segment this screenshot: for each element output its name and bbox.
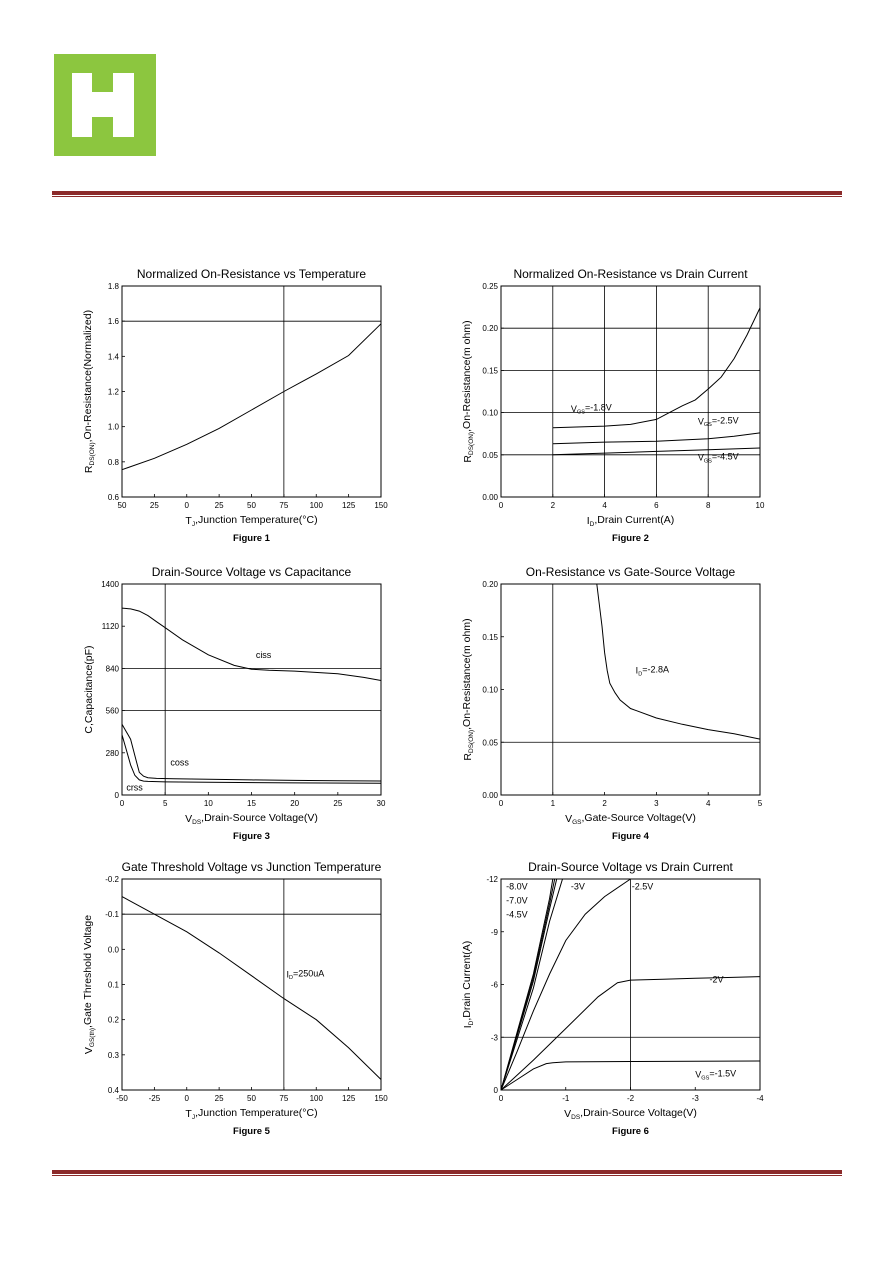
y-tick-label: 0.00 [482,493,498,502]
series-line-1 [122,324,381,470]
y-tick-label: -9 [490,927,498,937]
series-annotation: -8.0V [506,881,528,892]
y-tick-label: 1.8 [107,282,119,291]
x-tick-label: 50 [247,501,256,510]
series-annotation: crss [126,782,143,793]
series-annotation: -2V [709,974,724,985]
y-tick-label: 0.20 [482,324,498,334]
figure-caption: Figure 5 [233,1126,270,1137]
series-annotation: ciss [255,649,272,660]
x-tick-label: 0 [498,501,504,510]
y-tick-label: 0.05 [482,738,498,748]
x-axis-label: VDS,Drain-Source Voltage(V) [185,811,318,826]
series-annotation: VGS=-2.5V [697,415,739,429]
series-annotation: ID=-2.8A [635,664,670,678]
plot-frame [122,879,381,1090]
x-tick-label: 10 [203,799,213,808]
y-tick-label: 560 [105,706,119,716]
chart-title: Normalized On-Resistance vs Drain Current [513,267,748,281]
x-tick-label: 3 [654,799,659,808]
series-annotation: VGS=-1.8V [570,402,612,416]
x-tick-label: 75 [279,501,289,510]
x-tick-label: 1 [550,799,556,808]
x-tick-label: -25 [148,1094,161,1103]
x-tick-label: 0 [184,501,189,510]
y-tick-label: 0.6 [107,493,119,502]
x-tick-label: 5 [757,799,763,808]
series-annotation: -3V [570,881,585,892]
y-tick-label: 0.0 [107,945,119,955]
chart-title: Normalized On-Resistance vs Temperature [136,267,367,281]
x-tick-label: 0 [119,799,125,808]
chart-title: Gate Threshold Voltage vs Junction Temperature [121,860,382,874]
x-tick-label: 25 [149,501,159,510]
series-line-3 [122,735,381,784]
y-axis-label: RDS(ON),On-Resistance(Normalized) [81,309,96,474]
y-tick-label: 0.15 [482,366,498,376]
x-axis-label: VDS,Drain-Source Voltage(V) [564,1106,697,1121]
series-line-2 [122,724,381,781]
x-tick-label: 2 [602,799,607,808]
y-tick-label: -6 [490,980,498,990]
x-tick-label: 100 [309,501,323,510]
chart-title: On-Resistance vs Gate-Source Voltage [525,565,736,579]
plot-frame [501,584,760,795]
x-tick-label: 50 [247,1094,256,1103]
x-tick-label: 75 [279,1094,289,1103]
y-tick-label: 0.8 [107,457,119,467]
x-tick-label: -4 [756,1094,764,1103]
x-tick-label: 5 [162,799,168,808]
chart-figure-4 [461,565,763,842]
x-tick-label: -1 [562,1094,570,1103]
chart-figure-6 [461,860,764,1137]
y-tick-label: 0.05 [482,450,498,460]
y-tick-label: 0.1 [107,980,119,990]
x-tick-label: 0 [184,1094,189,1103]
series-line-1 [597,584,760,739]
chart-title: Drain-Source Voltage vs Drain Current [528,860,733,874]
x-axis-label: TJ,Junction Temperature(°C) [185,1106,318,1121]
figure-caption: Figure 6 [612,1126,649,1137]
x-tick-label: 6 [654,501,659,510]
y-tick-label: 0 [493,1086,498,1095]
x-tick-label: 8 [705,501,711,510]
y-tick-label: 0.15 [482,632,498,642]
chart-figure-3 [83,565,386,842]
plot-frame [122,584,381,795]
y-tick-label: 0.10 [482,685,498,695]
series-annotation: VGS=-4.5V [697,451,739,465]
figure-caption: Figure 2 [612,533,649,544]
chart-figure-2 [461,267,765,544]
x-tick-label: 150 [374,1094,388,1103]
y-axis-label: RDS(ON),On-Resistance(m ohm) [460,618,475,761]
x-tick-label: 2 [550,501,556,510]
x-tick-label: 0 [498,1094,504,1103]
series-annotation: VGS=-1.5V [695,1068,737,1082]
x-tick-label: 25 [333,799,343,808]
x-tick-label: 125 [341,501,356,510]
y-tick-label: -0.1 [105,910,119,920]
x-tick-label: 15 [247,799,256,808]
series-annotation: coss [170,757,189,768]
x-tick-label: -2 [626,1094,635,1103]
figure-caption: Figure 3 [233,831,270,842]
y-tick-label: 0.20 [482,580,498,589]
y-tick-label: 1400 [101,580,119,589]
chart-figure-5 [82,860,388,1137]
y-tick-label: 1.0 [107,422,119,432]
y-tick-label: -3 [490,1033,498,1043]
y-tick-label: 1120 [101,622,119,632]
figure-caption: Figure 4 [612,831,649,842]
x-axis-label: VGS,Gate-Source Voltage(V) [565,811,696,826]
y-tick-label: 0.3 [107,1050,119,1060]
series-annotation: ID=250uA [286,968,325,982]
series-annotation: -2.5V [631,881,654,892]
y-tick-label: 0.2 [107,1015,119,1025]
series-line-1 [122,608,381,680]
x-axis-label: TJ,Junction Temperature(°C) [185,513,318,528]
y-tick-label: 0.25 [482,282,498,291]
x-tick-label: 150 [374,501,388,510]
series-annotation: -7.0V [506,895,528,906]
x-tick-label: 4 [705,799,711,808]
y-tick-label: 0.00 [482,791,498,800]
chart-title: Drain-Source Voltage vs Capacitance [151,565,352,579]
x-tick-label: 50 [117,501,127,510]
y-axis-label: RDS(ON),On-Resistance(m ohm) [460,320,475,463]
y-tick-label: 280 [105,748,119,758]
figure-caption: Figure 1 [233,533,270,544]
x-tick-label: 20 [290,799,300,808]
x-tick-label: 10 [755,501,765,510]
y-tick-label: 0 [114,791,119,800]
y-tick-label: -0.2 [105,875,119,884]
x-tick-label: -3 [691,1094,699,1103]
x-axis-label: ID,Drain Current(A) [586,513,675,528]
y-axis-label: ID,Drain Current(A) [460,940,475,1029]
y-tick-label: 1.4 [107,352,119,362]
plot-frame [501,286,760,497]
x-tick-label: 30 [376,799,386,808]
series-line-1 [122,897,381,1080]
y-axis-label: C,Capacitance(pF) [83,645,95,734]
y-tick-label: 1.2 [107,387,119,397]
x-tick-label: 25 [214,1094,224,1103]
plot-frame [122,286,381,497]
y-tick-label: 1.6 [107,317,119,327]
x-tick-label: -50 [116,1094,128,1103]
x-tick-label: 4 [602,501,607,510]
y-axis-label: VGS(th),Gate Threshold Voltage [81,914,96,1055]
y-tick-label: -12 [486,875,498,884]
series-annotation: -4.5V [506,909,528,920]
chart-figure-1 [82,267,388,544]
x-tick-label: 100 [309,1094,323,1103]
y-tick-label: 840 [105,664,119,674]
x-tick-label: 25 [214,501,224,510]
x-tick-label: 0 [498,799,504,808]
y-tick-label: 0.10 [482,408,498,418]
x-tick-label: 125 [341,1094,356,1103]
y-tick-label: 0.4 [107,1086,119,1095]
